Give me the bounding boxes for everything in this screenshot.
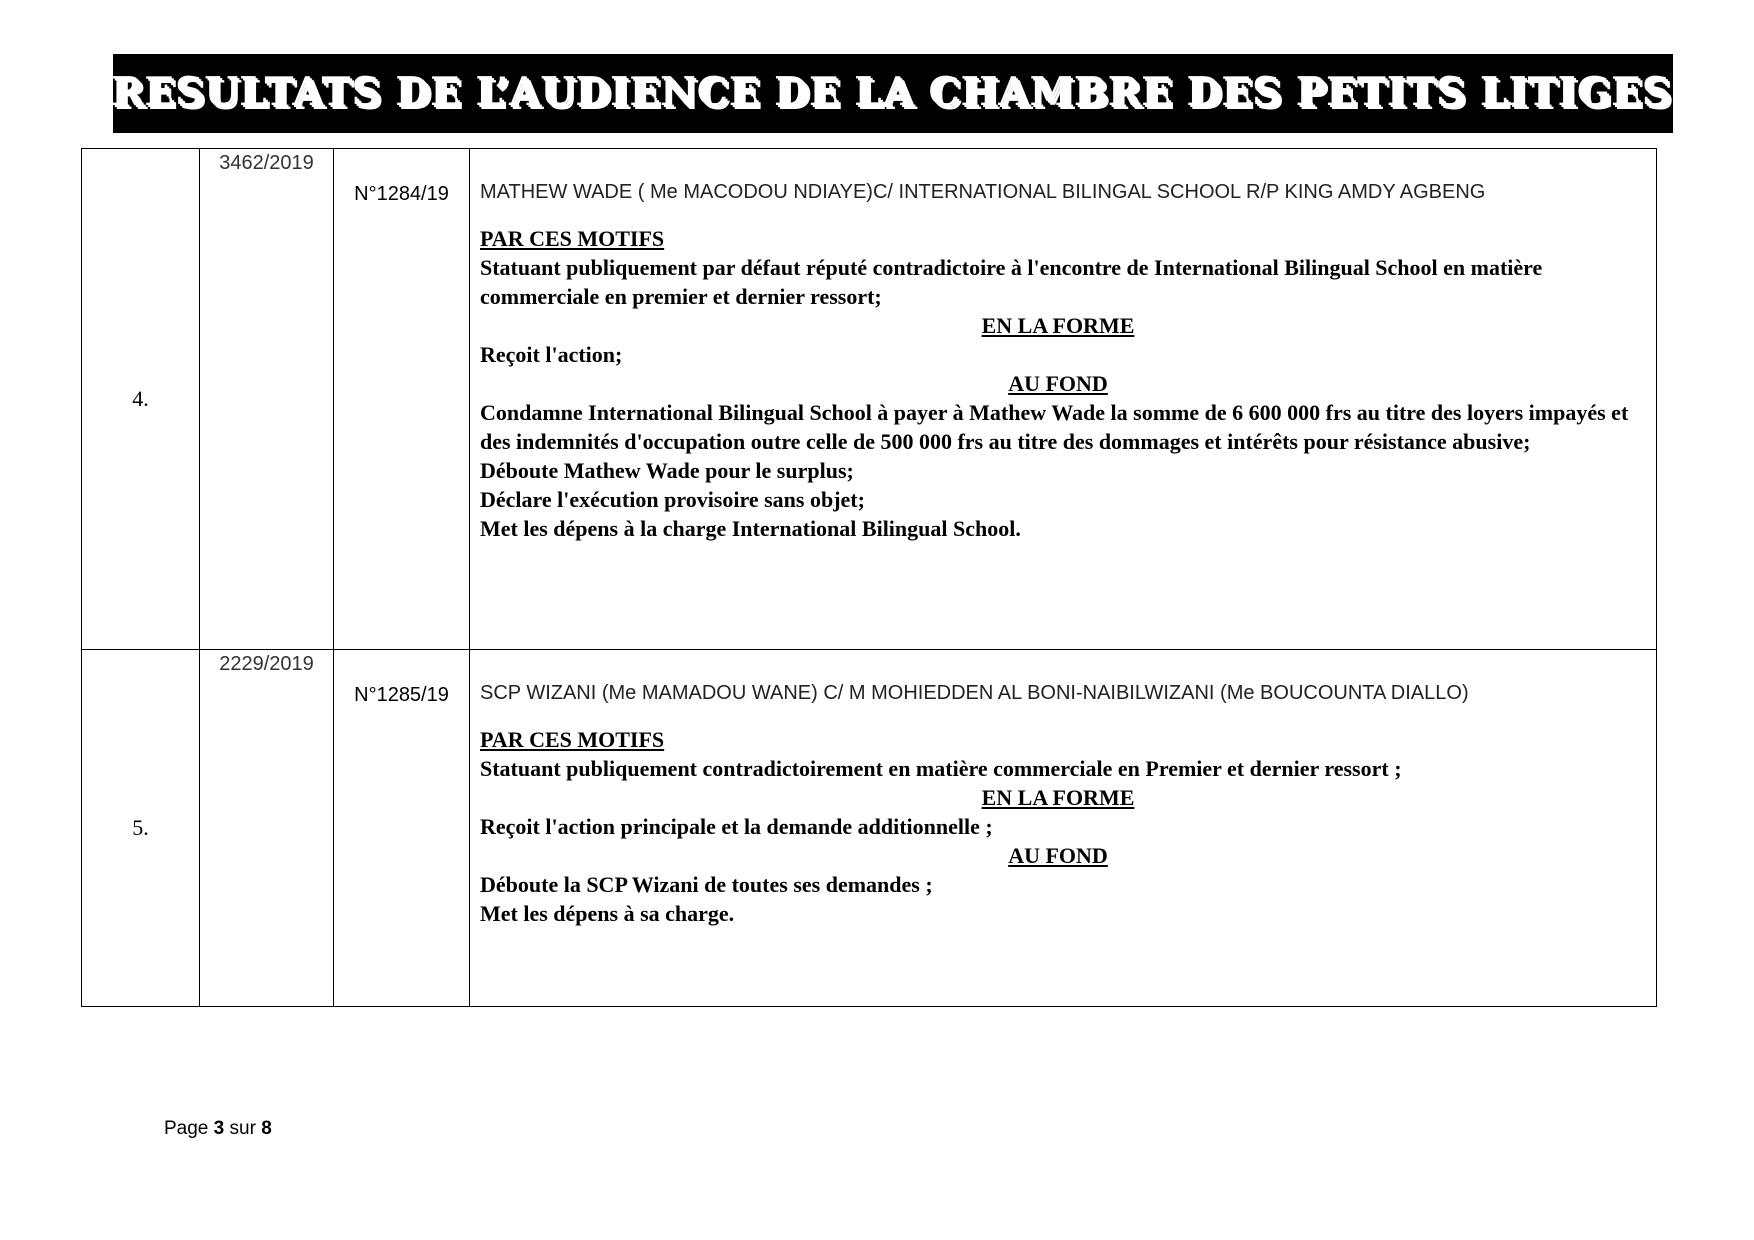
- statuant-text: Statuant publiquement par défaut réputé contradictoire à l'encontre de International Bilingual School en matière commerciale en premier et dernier ressort;: [480, 255, 1543, 309]
- case-number: 5.: [82, 650, 200, 1007]
- fond-line: Condamne International Bilingual School à payer à Mathew Wade la somme de 6 600 000 frs au titre des loyers impayés et des indemnités d'occupation outre celle de 500 000 frs au titre des dommages et intérêts pour résistance abusive;: [480, 400, 1629, 454]
- header-banner: [113, 54, 1673, 133]
- motifs-heading: PAR CES MOTIFS: [480, 226, 665, 251]
- ruling-text: [480, 725, 1636, 928]
- fond-heading: AU FOND: [1008, 843, 1108, 868]
- ruling-text: [480, 224, 1636, 543]
- case-parties: SCP WIZANI (Me MAMADOU WANE) C/ M MOHIEDDEN AL BONI-NAIBILWIZANI (Me BOUCOUNTA DIALLO): [480, 682, 1469, 704]
- fond-line: Déclare l'exécution provisoire sans objet;: [480, 487, 865, 512]
- forme-text: Reçoit l'action principale et la demande additionnelle ;: [480, 814, 993, 839]
- forme-text: Reçoit l'action;: [480, 342, 623, 367]
- fond-line: Déboute la SCP Wizani de toutes ses demandes ;: [480, 872, 933, 897]
- fond-line: Met les dépens à sa charge.: [480, 901, 735, 926]
- motifs-heading: PAR CES MOTIFS: [480, 727, 665, 752]
- forme-heading: EN LA FORME: [981, 785, 1135, 810]
- sur-label: sur: [229, 1118, 256, 1139]
- case-parties: MATHEW WADE ( Me MACODOU NDIAYE)C/ INTERNATIONAL BILINGAL SCHOOL R/P KING AMDY AGBENG: [480, 181, 1486, 203]
- case-details: [470, 650, 1657, 1007]
- table-row: [82, 650, 1657, 1007]
- fond-heading: AU FOND: [1008, 371, 1108, 396]
- rulings-table: [81, 148, 1657, 1007]
- judgment-number: N°1284/19: [334, 149, 470, 650]
- total-pages: 8: [261, 1118, 272, 1139]
- statuant-text: Statuant publiquement contradictoirement en matière commerciale en Premier et dernier ressort ;: [480, 756, 1402, 781]
- case-details: [470, 149, 1657, 650]
- fond-line: Met les dépens à la charge International Bilingual School.: [480, 516, 1021, 541]
- forme-heading: EN LA FORME: [981, 313, 1135, 338]
- fond-line: Déboute Mathew Wade pour le surplus;: [480, 458, 854, 483]
- case-number: 4.: [82, 149, 200, 650]
- case-rg-number: 2229/2019: [200, 650, 334, 1007]
- case-rg-number: 3462/2019: [200, 149, 334, 650]
- page-title: RESULTATS DE L’AUDIENCE DE LA CHAMBRE DES PETITS LITIGES: [112, 70, 1674, 117]
- page-footer: [164, 1118, 272, 1140]
- current-page: 3: [213, 1118, 225, 1139]
- page-label: Page: [164, 1118, 209, 1139]
- judgment-number: N°1285/19: [334, 650, 470, 1007]
- table-row: [82, 149, 1657, 650]
